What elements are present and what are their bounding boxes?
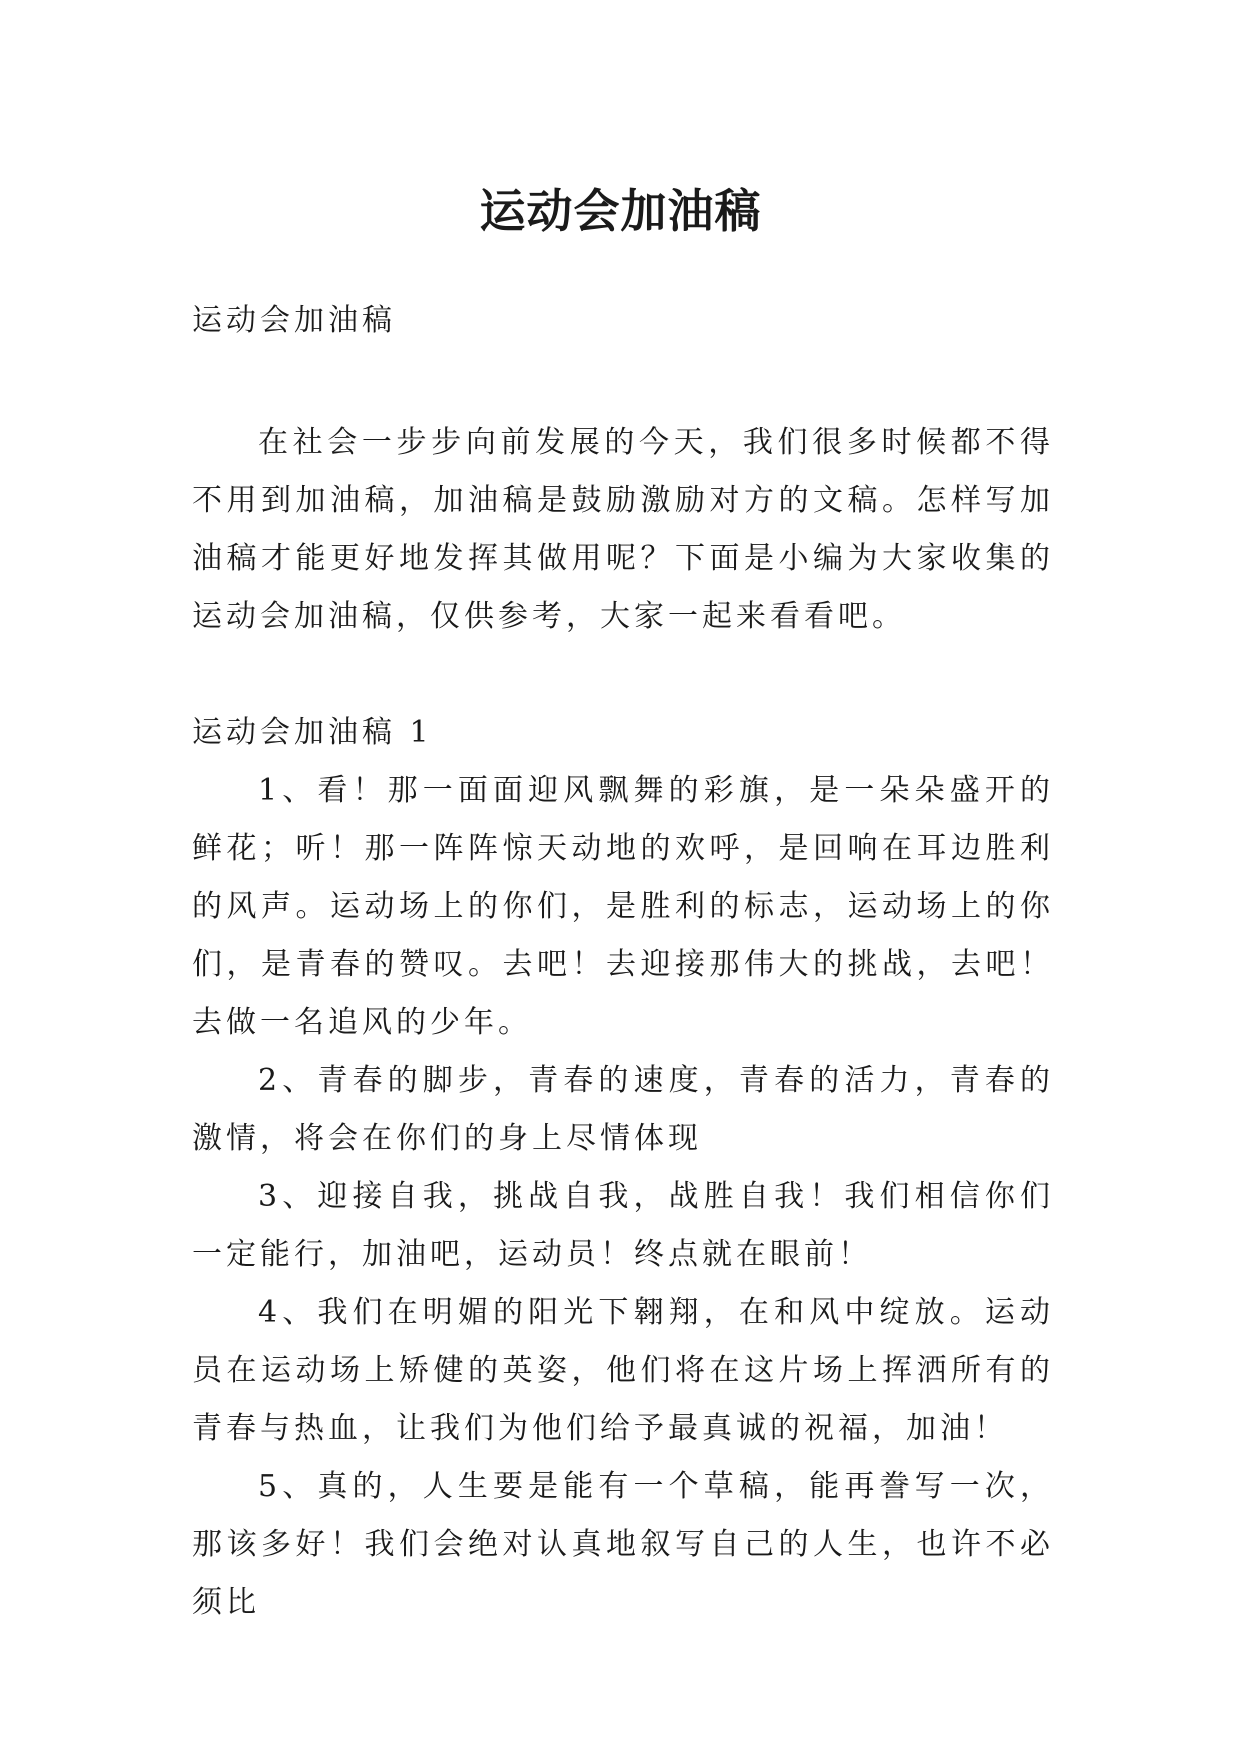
spacer: [192, 350, 1054, 414]
document-title: 运动会加油稿: [479, 183, 762, 238]
cheer-item-2: 2、青春的脚步，青春的速度，青春的活力，青春的激情，将会在你们的身上尽情体现: [192, 1063, 1054, 1156]
spacer: [192, 646, 1054, 704]
document-subtitle: 运动会加油稿: [192, 303, 396, 338]
cheer-item-5: 5、真的，人生要是能有一个草稿，能再誊写一次，那该多好！我们会绝对认真地叙写自己的人生，也许不必须比: [192, 1469, 1054, 1620]
section-heading: 运动会加油稿 1: [192, 715, 433, 750]
cheer-item-3: 3、迎接自我，挑战自我，战胜自我！我们相信你们一定能行，加油吧，运动员！终点就在眼前！: [192, 1179, 1054, 1272]
cheer-item-1: 1、看！那一面面迎风飘舞的彩旗，是一朵朵盛开的鲜花；听！那一阵阵惊天动地的欢呼，是回响在耳边胜利的风声。运动场上的你们，是胜利的标志，运动场上的你们，是青春的赞叹。去吧！去迎接那伟大的挑战，去吧！去做一名追风的少年。: [192, 773, 1054, 1040]
intro-paragraph: 在社会一步步向前发展的今天，我们很多时候都不得不用到加油稿，加油稿是鼓励激励对方的文稿。怎样写加油稿才能更好地发挥其做用呢？下面是小编为大家收集的运动会加油稿，仅供参考，大家一起来看看吧。: [192, 425, 1054, 634]
cheer-item-4: 4、我们在明媚的阳光下翱翔，在和风中绽放。运动员在运动场上矫健的英姿，他们将在这片场上挥洒所有的青春与热血，让我们为他们给予最真诚的祝福，加油！: [192, 1295, 1054, 1446]
document-body: [192, 292, 1054, 1632]
